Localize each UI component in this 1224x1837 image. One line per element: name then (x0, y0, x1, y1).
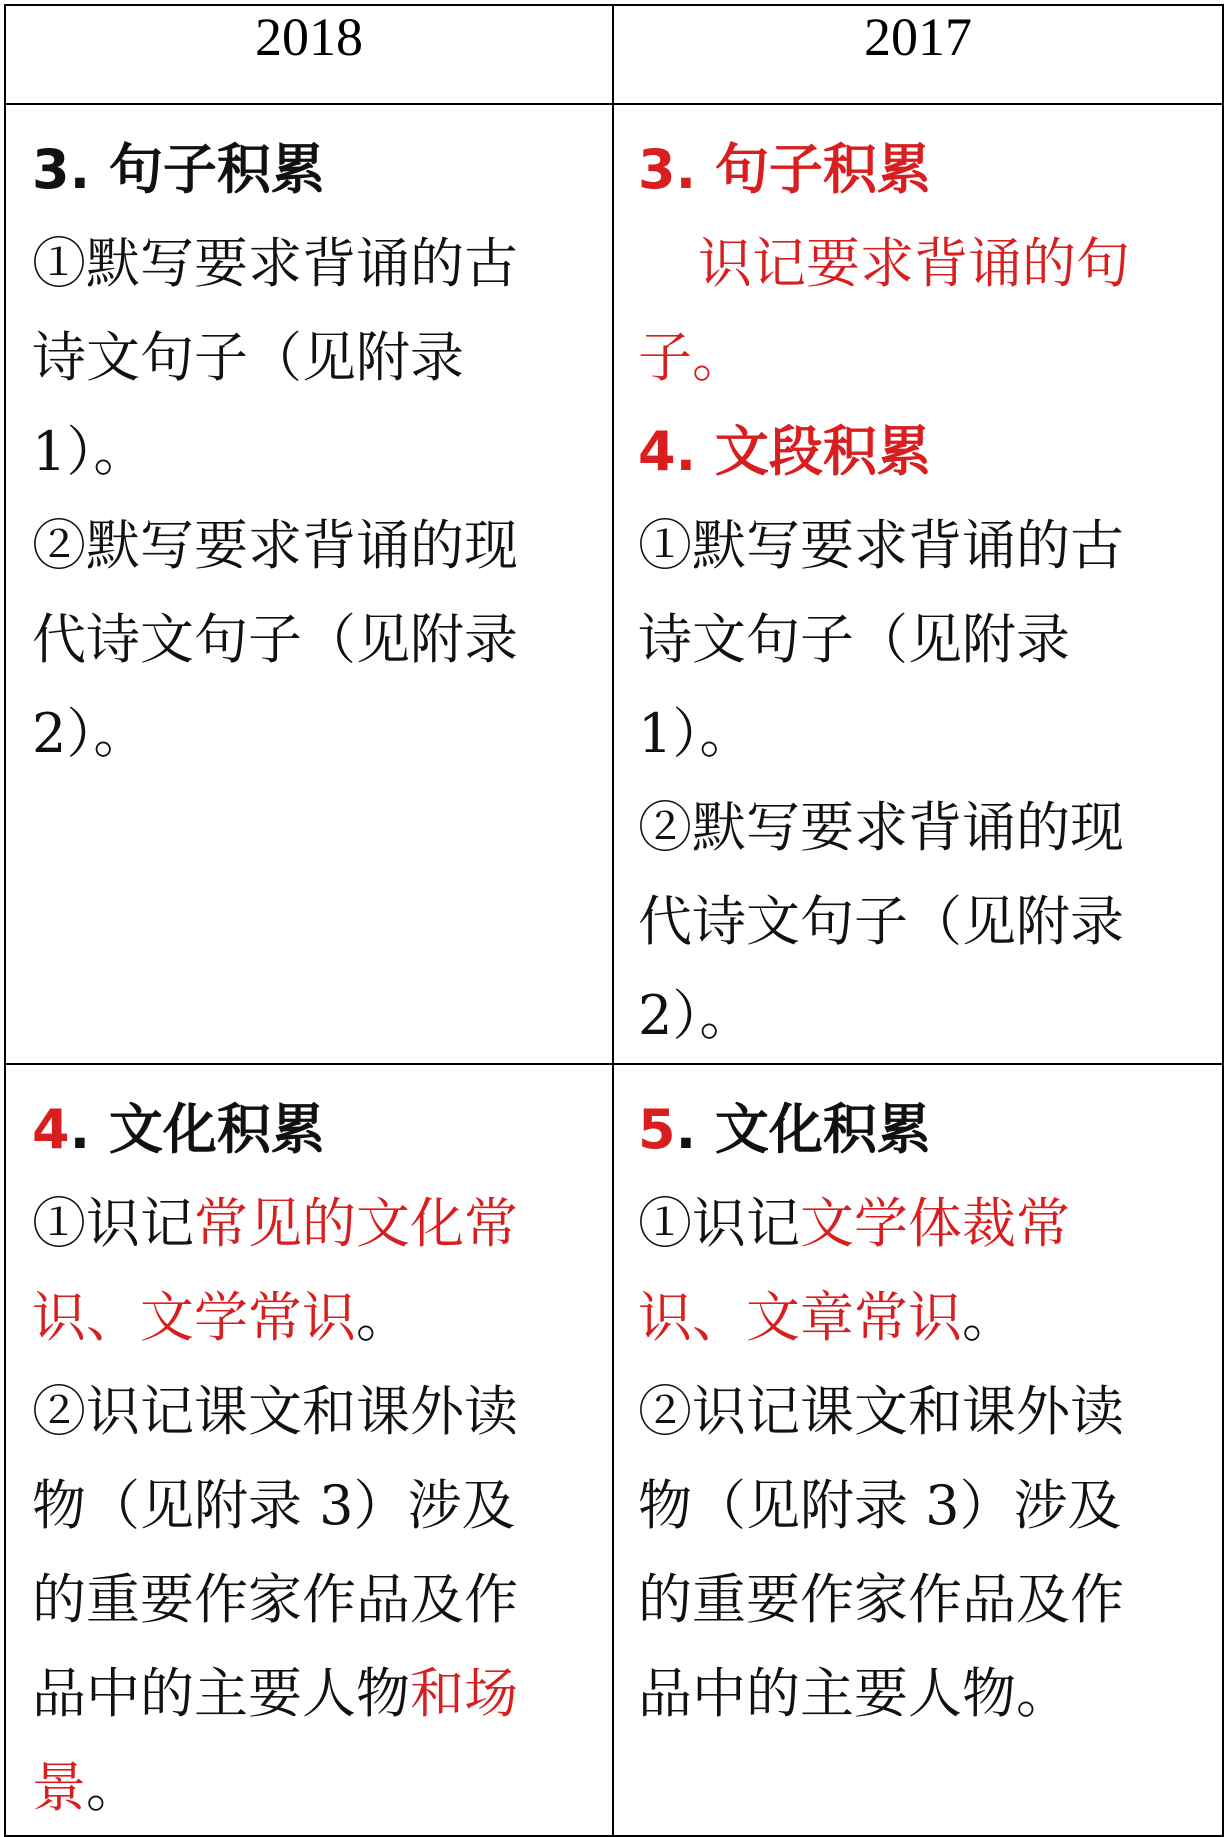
text-span-highlight: 识、文章常识 (638, 1286, 962, 1349)
cell-2018-culture (5, 1064, 613, 1836)
cell-2018-sentences (5, 104, 613, 1064)
text-line: 诗文句子（见附录 (638, 608, 1070, 671)
header-row (5, 5, 1223, 104)
heading-number: 3. (638, 138, 697, 201)
text-line: 品中的主要人物。 (638, 1662, 1070, 1725)
text-line: 物（见附录 3）涉及 (638, 1474, 1122, 1537)
text-line: ①默写要求背诵的古 (638, 514, 1124, 577)
heading-2017-passages (638, 405, 1190, 499)
text-line: ①默写要求背诵的古 (32, 232, 518, 295)
text-line (638, 1271, 1190, 1365)
header-2017: 2017 (613, 5, 1223, 104)
comparison-table-wrapper (4, 4, 1218, 1819)
heading-2017-sentences (638, 123, 1190, 217)
text-span-highlight: 文学体裁常 (800, 1192, 1070, 1255)
heading-2018-sentences (32, 123, 584, 217)
heading-2018-culture (32, 1083, 584, 1177)
heading-dot: . (675, 1098, 697, 1161)
heading-number: 4 (32, 1098, 70, 1161)
heading-text: 句子积累 (108, 138, 325, 201)
text-span-highlight: 和场 (410, 1662, 518, 1725)
text-span: ①识记 (638, 1192, 800, 1255)
text-span: 。 (356, 1286, 410, 1349)
text-line: ②默写要求背诵的现 (32, 514, 518, 577)
text-line: 代诗文句子（见附录 (32, 608, 518, 671)
text-line: ②识记课文和课外读 (32, 1380, 518, 1443)
text-span-highlight: 常见的文化常 (194, 1192, 518, 1255)
text-line: 的重要作家作品及作 (638, 1568, 1124, 1631)
heading-number: 3. (32, 138, 91, 201)
heading-number: 5 (638, 1098, 676, 1161)
text-line: 诗文句子（见附录 (32, 326, 464, 389)
text-line: ②默写要求背诵的现 (638, 796, 1124, 859)
text-line-highlight: 子。 (638, 326, 746, 389)
text-line: 1）。 (32, 420, 148, 483)
text-line: 2）。 (32, 702, 148, 765)
text-span-highlight: 识、文学常识 (32, 1286, 356, 1349)
text-line: 代诗文句子（见附录 (638, 890, 1124, 953)
cell-2017-culture (613, 1064, 1223, 1836)
row-culture-accumulation (5, 1064, 1223, 1836)
text-line: 物（见附录 3）涉及 (32, 1474, 516, 1537)
text-line (32, 1177, 584, 1271)
cell-2017-sentences (613, 104, 1223, 1064)
text-line-highlight: 识记要求背诵的句 (698, 232, 1130, 295)
text-line: ②识记课文和课外读 (638, 1380, 1124, 1443)
heading-text: 文化积累 (108, 1098, 325, 1161)
text-line (32, 1647, 584, 1741)
text-span: ①识记 (32, 1192, 194, 1255)
header-2018: 2018 (5, 5, 613, 104)
heading-dot: . (69, 1098, 91, 1161)
heading-text: 文化积累 (714, 1098, 931, 1161)
text-span: 。 (86, 1756, 140, 1819)
heading-2017-culture (638, 1083, 1190, 1177)
row-sentence-accumulation (5, 104, 1223, 1064)
text-span: 品中的主要人物 (32, 1662, 410, 1725)
text-line (638, 1177, 1190, 1271)
heading-text: 文段积累 (714, 420, 931, 483)
heading-number: 4. (638, 420, 697, 483)
heading-text: 句子积累 (714, 138, 931, 201)
text-span: 。 (962, 1286, 1016, 1349)
text-line: 1）。 (638, 702, 754, 765)
comparison-table (4, 4, 1224, 1837)
text-line: 2）。 (638, 984, 754, 1047)
text-line (32, 1271, 584, 1365)
text-line: 的重要作家作品及作 (32, 1568, 518, 1631)
text-line (32, 1741, 584, 1835)
text-span-highlight: 景 (32, 1756, 86, 1819)
